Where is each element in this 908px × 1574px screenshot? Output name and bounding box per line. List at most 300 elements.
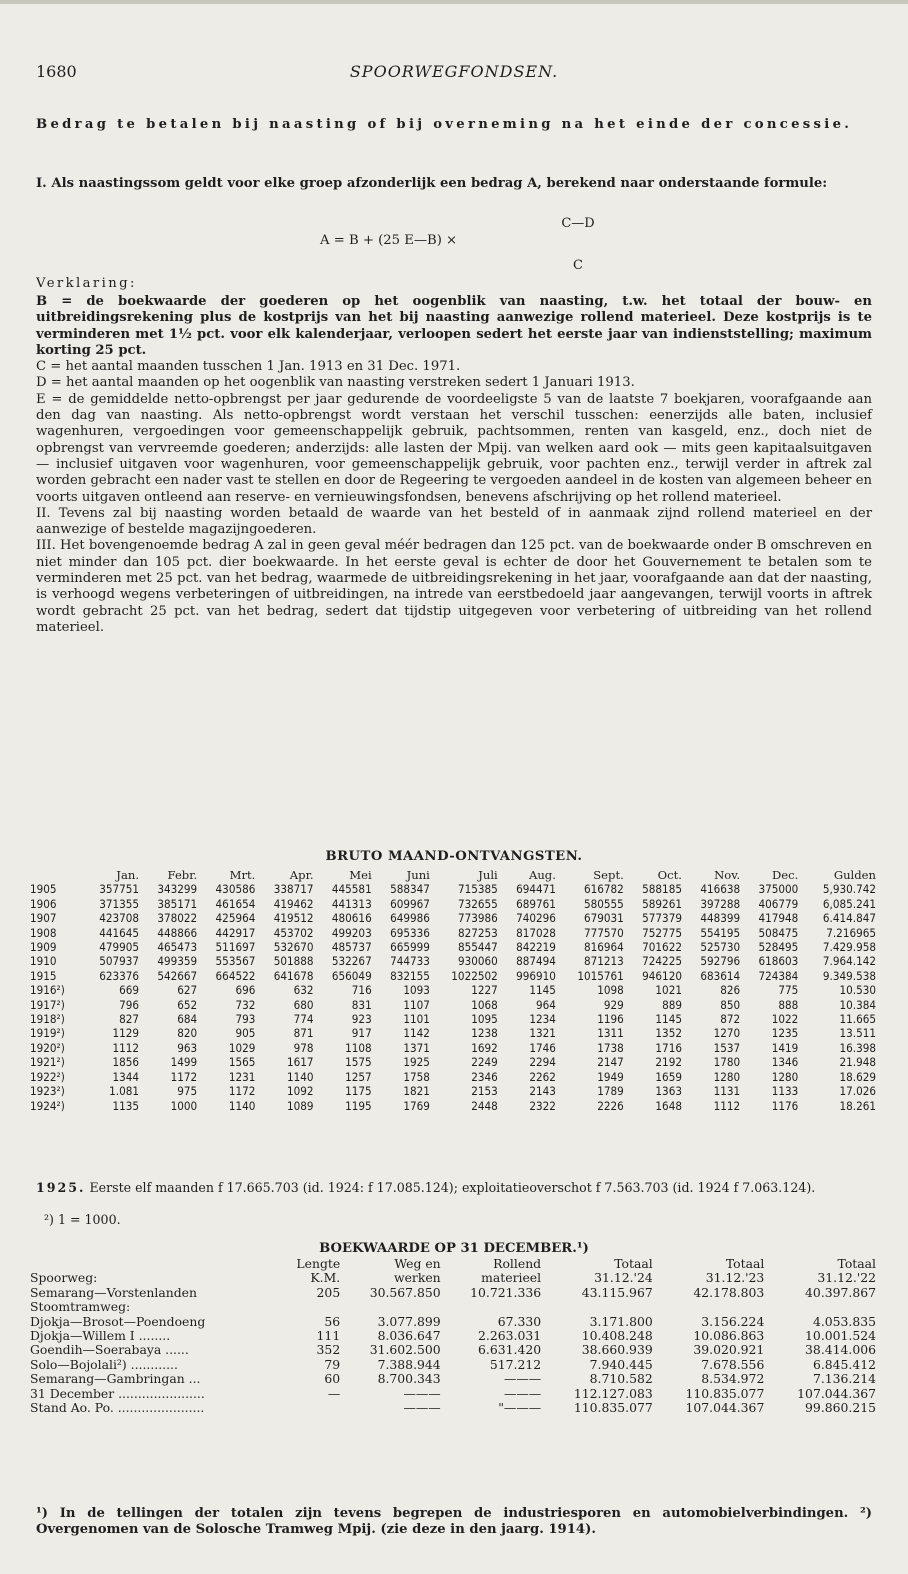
table-cell: 3.156.224	[701, 1313, 765, 1329]
table-row	[30, 1343, 876, 1357]
row-year: 1916²)	[30, 983, 65, 998]
table-cell: 56	[324, 1313, 341, 1329]
table-cell: 423708	[99, 911, 140, 926]
table-cell: 43.115.967	[581, 1284, 653, 1300]
table-cell: 1758	[403, 1069, 430, 1084]
table-cell: 872	[720, 1012, 741, 1027]
table-row	[30, 1329, 876, 1343]
bruto-col-header: Aug.	[528, 868, 556, 882]
table-cell: 60	[324, 1371, 341, 1387]
row-year: 1909	[30, 940, 57, 955]
table-cell: 1000	[170, 1098, 198, 1113]
table-cell: 1172	[170, 1069, 198, 1084]
table-cell: 7.429.958	[822, 940, 876, 955]
table-cell: 1716	[655, 1040, 682, 1055]
table-cell: 1499	[170, 1055, 198, 1070]
table-cell: 9.349.538	[822, 968, 876, 983]
table-cell: 4.053.835	[812, 1313, 876, 1329]
table-cell: 8.700.343	[377, 1371, 441, 1387]
table-cell: 448399	[700, 911, 741, 926]
table-cell: 817028	[516, 925, 556, 940]
table-cell: 110.835.077	[685, 1385, 765, 1401]
table-cell: 609967	[390, 896, 430, 911]
table-cell: 641678	[273, 968, 314, 983]
table-cell: 996910	[516, 968, 556, 983]
table-cell: 1021	[655, 983, 682, 998]
table-cell: 2346	[471, 1069, 498, 1084]
table-cell: 3.171.800	[589, 1313, 653, 1329]
table-cell: 425964	[215, 911, 256, 926]
table-cell: 1371	[403, 1040, 430, 1055]
row-year: 1922²)	[30, 1069, 65, 1084]
table-cell: 2294	[529, 1055, 556, 1070]
bruto-col-header: Gulden	[833, 868, 876, 882]
table-row	[30, 1041, 876, 1055]
table-cell: 683614	[700, 968, 741, 983]
table-cell: 10.408.248	[581, 1328, 653, 1344]
table-cell: 553567	[215, 954, 256, 969]
table-cell: 1311	[597, 1026, 624, 1041]
table-cell: 357751	[99, 882, 140, 897]
table-cell: 2.263.031	[478, 1328, 542, 1344]
table-cell: 1321	[529, 1026, 556, 1041]
table-cell: 923	[351, 1012, 372, 1027]
table-cell: 1789	[597, 1084, 624, 1099]
bruto-col-header: Jan.	[116, 868, 140, 882]
table-cell: 10.384	[839, 997, 876, 1012]
table-row	[30, 983, 876, 997]
table-cell: 588185	[642, 882, 682, 897]
table-cell: 479905	[99, 940, 140, 955]
table-cell: 6.845.412	[812, 1356, 876, 1372]
table-cell: 1565	[228, 1055, 256, 1070]
table-cell: 946120	[642, 968, 682, 983]
def-C: C = het aantal maanden tusschen 1 Jan. 1913 en 31 Dec. 1971.	[36, 359, 461, 375]
table-row	[30, 1401, 876, 1415]
table-cell: 627	[177, 983, 198, 998]
table-cell: 508475	[758, 925, 799, 940]
table-cell: 826	[720, 983, 741, 998]
table-cell: 507937	[99, 954, 140, 969]
table-cell: 1692	[471, 1040, 498, 1055]
table-cell: 724225	[642, 954, 682, 969]
row-year: 1920²)	[30, 1040, 65, 1055]
table-cell: ———	[403, 1385, 441, 1401]
table-cell: 2448	[471, 1098, 498, 1113]
table-cell: 38.660.939	[581, 1342, 653, 1358]
table-cell: 501888	[273, 954, 314, 969]
table-cell: 480616	[331, 911, 372, 926]
table-cell: 964	[536, 997, 556, 1012]
table-cell: 30.567.850	[369, 1284, 441, 1300]
table-cell: 397288	[700, 896, 741, 911]
table-cell: 888	[778, 997, 799, 1012]
table-cell: 1112	[112, 1040, 140, 1055]
bruto-col-header: Dec.	[771, 868, 799, 882]
row-label: Stand Ao. Po. ......................	[30, 1400, 205, 1416]
table-cell: 485737	[331, 940, 372, 955]
def-B: B = de boekwaarde der goederen op het oogenblik van naasting, t.w. het totaal der bouw- en uitbreidingsrekening plus de kostprijs van het bij naasting aanwezige rollend materieel. Deze kostprijs is te verminderen met 1½ pct. voor elk kalenderjaar, verloopen sedert het eerste jaar van indienststelling; maximum korting 25 pct.	[36, 294, 872, 358]
table-cell: 406779	[758, 896, 799, 911]
table-cell: 1022502	[451, 968, 498, 983]
table-cell: 2262	[529, 1069, 556, 1084]
table-cell: 842219	[516, 940, 556, 955]
table-cell: 1821	[403, 1084, 430, 1099]
row-label: Semarang—Gambringan ...	[30, 1371, 201, 1387]
table-cell: 375000	[758, 882, 799, 897]
boek-table	[30, 1257, 876, 1415]
table-cell: 8.534.972	[701, 1371, 765, 1387]
table-cell: 820	[177, 1026, 198, 1041]
table-cell: 10.086.863	[693, 1328, 765, 1344]
table-row	[30, 1300, 876, 1314]
table-cell	[278, 1401, 340, 1415]
table-cell: 352	[316, 1342, 341, 1358]
table-cell: 1352	[655, 1026, 682, 1041]
table-cell: 1022	[771, 1012, 799, 1027]
row-year: 1918²)	[30, 1012, 65, 1027]
bruto-table	[30, 868, 876, 1113]
table-cell: 525730	[700, 940, 741, 955]
bruto-col-header: Nov.	[714, 868, 741, 882]
table-cell: 592796	[700, 954, 741, 969]
boek-col-subheader: 31.12.'24	[594, 1270, 653, 1286]
table-cell: 695336	[390, 925, 430, 940]
formula-left: A = B + (25 E—B) ×	[320, 233, 458, 248]
table-cell: 441313	[331, 896, 372, 911]
bruto-col-header: Juni	[406, 868, 430, 882]
table-cell: 850	[720, 997, 741, 1012]
paragraph-I: I. Als naastingssom geldt voor elke groep afzonderlijk een bedrag A, berekend naar onderstaande formule:	[36, 176, 828, 191]
page-header	[36, 64, 872, 86]
boek-col-header: Totaal	[725, 1256, 765, 1271]
boek-col-subheader: Spoorweg:	[30, 1270, 98, 1286]
table-cell: 1108	[345, 1040, 372, 1055]
table-cell: 905	[235, 1026, 256, 1041]
table-cell: 1257	[345, 1069, 372, 1084]
table-cell: 1648	[655, 1098, 682, 1113]
table-cell: 1140	[228, 1098, 256, 1113]
table-cell: 554195	[700, 925, 741, 940]
table-cell: "———	[498, 1400, 542, 1416]
table-cell: 1196	[597, 1012, 624, 1027]
table-cell: 773986	[457, 911, 498, 926]
table-cell: 11.665	[839, 1012, 876, 1027]
definitions	[36, 294, 872, 636]
row-year: 1921²)	[30, 1055, 65, 1070]
table-row	[30, 1286, 876, 1300]
table-cell: 1617	[286, 1055, 314, 1070]
table-cell: 18.261	[839, 1098, 876, 1113]
table-cell: 696	[235, 983, 256, 998]
bruto-col-header: Febr.	[167, 868, 198, 882]
row-label: Solo—Bojolali²) ............	[30, 1356, 178, 1372]
table-cell: 618603	[758, 954, 799, 969]
row-year: 1905	[30, 882, 57, 897]
table-cell	[278, 1300, 340, 1314]
table-cell: 732	[235, 997, 256, 1012]
table-cell: 1344	[112, 1069, 140, 1084]
boek-header-row-2	[30, 1271, 876, 1285]
table-cell: 1346	[771, 1055, 799, 1070]
fraction-numerator: C—D	[561, 216, 595, 231]
table-cell: 79	[324, 1356, 341, 1372]
table-cell: 39.020.921	[693, 1342, 765, 1358]
table-cell: 777570	[583, 925, 624, 940]
table-cell: 371355	[99, 896, 140, 911]
table-cell: 887494	[516, 954, 556, 969]
table-cell: 917	[351, 1026, 372, 1041]
table-row	[30, 1358, 876, 1372]
table-row	[30, 1012, 876, 1026]
def-E: E = de gemiddelde netto-opbrengst per jaar gedurende de voordeeligste 5 van de laatste 7 boekjaren, voorafgaande aan den dag van naasting. Als netto-opbrengst wordt verstaan het verschil tusschen: eenerzijds alle baten, inclusief wagenhuren, vergoedingen voor gemeenschappelijk gebruik, pachtsommen, renten van kasgeld, enz., doch niet de opbrengst van vervreemde goederen; anderzijds: alle lasten der Mpij. van welken aard ook — mits geen kapitaalsuitgaven — inclusief uitgaven voor wagenhuren, voor gemeenschappelijk gebruik, voor pachten enz., terwijl verder in aftrek zal worden gebracht een nader vast te stellen en door de Regeering te vergoeden aandeel in de kosten van algemeen beheer en voorts uitgaven ontleend aan reserve- en vernieuwingsfondsen, benevens afschrijving op het rollend materieel.	[36, 391, 872, 505]
table-cell: 871213	[583, 954, 624, 969]
table-cell: 827	[119, 1012, 140, 1027]
table-cell: 532670	[273, 940, 314, 955]
table-cell: 975	[177, 1084, 198, 1099]
table-cell: 3.077.899	[377, 1313, 441, 1329]
table-cell: 929	[603, 997, 624, 1012]
boek-col-subheader: 31.12.'22	[817, 1270, 876, 1286]
table-cell: 1238	[471, 1026, 498, 1041]
table-row	[30, 1026, 876, 1040]
table-cell: 1231	[228, 1069, 256, 1084]
boek-header-row-1	[30, 1257, 876, 1271]
boek-col-header	[30, 1257, 278, 1271]
table-cell: ———	[503, 1385, 542, 1401]
row-year: 1907	[30, 911, 57, 926]
boek-col-header: Totaal	[837, 1256, 876, 1271]
table-cell: 1015761	[577, 968, 624, 983]
table-cell: 694471	[516, 882, 556, 897]
table-row	[30, 998, 876, 1012]
table-cell: 205	[316, 1284, 341, 1300]
bruto-col-header: Mei	[349, 868, 372, 882]
table-row	[30, 1387, 876, 1401]
boek-col-header: Weg en	[394, 1256, 441, 1271]
bruto-footnote: ²) 1 = 1000.	[44, 1212, 121, 1227]
row-label: Goendih—Soerabaya ......	[30, 1342, 189, 1358]
table-cell: 616782	[583, 882, 624, 897]
table-cell: 2153	[471, 1084, 498, 1099]
table-cell: 1234	[529, 1012, 556, 1027]
table-cell: 67.330	[497, 1313, 542, 1329]
table-cell: 21.948	[839, 1055, 876, 1070]
table-cell: 1.081	[109, 1084, 140, 1099]
table-cell: 774	[293, 1012, 314, 1027]
table-cell: 1925	[403, 1055, 430, 1070]
table-cell: 1092	[286, 1084, 314, 1099]
table-row	[30, 940, 876, 954]
paragraph-II: II. Tevens zal bij naasting worden betaald de waarde van het besteld of in aanmaak zijnd rollend materieel en der aanwezige of bestelde magazijngoederen.	[36, 505, 872, 538]
table-cell: 793	[235, 1012, 256, 1027]
table-row	[30, 1084, 876, 1098]
table-cell: 1131	[713, 1084, 741, 1099]
table-cell: 752775	[642, 925, 682, 940]
bruto-header-row	[30, 868, 876, 882]
table-cell: 1129	[112, 1026, 140, 1041]
table-cell: 419512	[273, 911, 314, 926]
table-cell: 724384	[758, 968, 799, 983]
table-cell: 110.835.077	[573, 1400, 653, 1416]
table-row	[30, 1315, 876, 1329]
table-cell: 1659	[655, 1069, 682, 1084]
table-cell: ———	[503, 1371, 542, 1387]
table-cell: 7.136.214	[812, 1371, 876, 1387]
table-cell: 6.414.847	[822, 911, 876, 926]
table-cell: 1133	[771, 1084, 799, 1099]
table-cell: 889	[662, 997, 682, 1012]
bruto-col-header	[30, 868, 81, 882]
table-cell: 1145	[655, 1012, 682, 1027]
table-cell: 1145	[529, 983, 556, 998]
table-cell: 580555	[583, 896, 624, 911]
boek-col-header: Lengte	[296, 1256, 341, 1271]
table-cell: 1140	[286, 1069, 314, 1084]
table-cell: 532267	[331, 954, 372, 969]
table-cell: 1575	[345, 1055, 372, 1070]
table-row	[30, 926, 876, 940]
table-cell: 99.860.215	[805, 1400, 876, 1416]
bruto-note-1925	[36, 1180, 872, 1196]
table-cell: 7.678.556	[701, 1356, 765, 1372]
table-cell: 732655	[457, 896, 498, 911]
table-cell: 343299	[157, 882, 198, 897]
table-cell: 18.629	[839, 1069, 876, 1084]
table-cell: 7.964.142	[822, 954, 876, 969]
table-cell	[541, 1300, 653, 1314]
table-cell: 1227	[471, 983, 498, 998]
row-label: Stoomtramweg:	[30, 1299, 131, 1315]
table-cell: 10.721.336	[470, 1284, 542, 1300]
table-cell: 7.216965	[826, 925, 876, 940]
table-cell: 1029	[228, 1040, 256, 1055]
table-cell: 740296	[516, 911, 556, 926]
table-row	[30, 882, 876, 896]
table-cell: 499203	[331, 925, 372, 940]
table-cell: 378022	[157, 911, 198, 926]
table-cell: 1172	[228, 1084, 256, 1099]
page-footnotes: ¹) In de tellingen der totalen zijn tevens begrepen de industriesporen en automobielverbindingen. ²) Overgenomen van de Solosche Tramweg Mpij. (zie deze in den jaarg. 1914).	[36, 1506, 872, 1537]
table-cell: 1112	[713, 1098, 741, 1113]
bruto-col-header: Apr.	[289, 868, 314, 882]
table-cell: 5,930.742	[822, 882, 876, 897]
bruto-col-header: Mrt.	[229, 868, 256, 882]
table-cell: 465473	[157, 940, 198, 955]
scan-edge	[0, 0, 908, 4]
table-cell: 419462	[273, 896, 314, 911]
table-cell: 1746	[529, 1040, 556, 1055]
table-cell: 2143	[529, 1084, 556, 1099]
row-label: Djokja—Brosot—Poendoeng	[30, 1313, 206, 1329]
table-cell: 448866	[157, 925, 198, 940]
table-cell: 445581	[331, 882, 372, 897]
table-cell: 1068	[471, 997, 498, 1012]
table-cell: ———	[403, 1400, 441, 1416]
row-year: 1908	[30, 925, 57, 940]
table-cell: 1101	[403, 1012, 430, 1027]
table-cell: 107.044.367	[685, 1400, 765, 1416]
table-cell: 855447	[457, 940, 498, 955]
table-cell: 1089	[286, 1098, 314, 1113]
table-cell	[764, 1300, 876, 1314]
table-cell: 1363	[655, 1084, 682, 1099]
bruto-col-header: Oct.	[657, 868, 682, 882]
table-cell: 461654	[215, 896, 256, 911]
table-cell: 542667	[157, 968, 198, 983]
table-cell: 453702	[273, 925, 314, 940]
table-cell: 8.710.582	[589, 1371, 653, 1387]
table-row	[30, 969, 876, 983]
table-cell: 1195	[345, 1098, 372, 1113]
table-cell: 1856	[112, 1055, 140, 1070]
table-cell: 517.212	[489, 1356, 542, 1372]
row-label: Semarang—Vorstenlanden	[30, 1284, 197, 1300]
row-year: 1910	[30, 954, 57, 969]
table-cell: 589261	[642, 896, 682, 911]
table-cell: 442917	[215, 925, 256, 940]
table-cell: 684	[177, 1012, 198, 1027]
table-row	[30, 911, 876, 925]
table-cell: 716	[351, 983, 372, 998]
table-cell: 8.036.647	[377, 1328, 441, 1344]
section-heading: Bedrag te betalen bij naasting of bij overneming na het einde der concessie.	[36, 117, 853, 132]
table-cell: —	[327, 1385, 341, 1401]
table-cell: 2249	[471, 1055, 498, 1070]
table-cell: 42.178.803	[693, 1284, 765, 1300]
table-cell: 416638	[700, 882, 741, 897]
table-cell: 665999	[390, 940, 430, 955]
table-cell: 831	[351, 997, 372, 1012]
running-title: SPOORWEGFONDSEN.	[349, 62, 559, 81]
table-cell: 417948	[758, 911, 799, 926]
table-cell: 632	[293, 983, 314, 998]
row-year: 1906	[30, 896, 57, 911]
table-row	[30, 954, 876, 968]
table-cell: 7.940.445	[589, 1356, 653, 1372]
table-cell: 13.511	[839, 1026, 876, 1041]
row-label: 31 December ......................	[30, 1385, 205, 1401]
table-row	[30, 1070, 876, 1084]
row-year: 1915	[30, 968, 57, 983]
table-cell: 680	[293, 997, 314, 1012]
bruto-col-header: Sept.	[593, 868, 624, 882]
boek-col-subheader: werken	[393, 1270, 441, 1286]
table-cell: 1098	[597, 983, 624, 998]
verklaring-label: Verklaring:	[36, 276, 137, 291]
page-number: 1680	[36, 62, 77, 81]
table-cell: 669	[119, 983, 140, 998]
table-cell: 1280	[713, 1069, 741, 1084]
table-row	[30, 1099, 876, 1113]
table-cell: 1270	[713, 1026, 741, 1041]
table-cell: 38.414.006	[805, 1342, 876, 1358]
table-cell: 796	[119, 997, 140, 1012]
table-cell	[340, 1300, 440, 1314]
boek-col-subheader: materieel	[481, 1270, 542, 1286]
table-cell: 701622	[642, 940, 682, 955]
paragraph-III: III. Het bovengenoemde bedrag A zal in geen geval méér bedragen dan 125 pct. van de boekwaarde onder B omschreven en niet minder dan 105 pct. dier boekwaarde. In het eerste geval is echter de door het Gouvernement te betalen som te verminderen met 25 pct. van het bedrag, waarmede de uitbreidingsrekening in het jaar, voorafgaande aan dat der naasting, is verhoogd wegens verbeteringen of uitbreidingen, na intrede van eerstbedoeld jaar aangevangen, terwijl voorts in aftrek wordt gebracht 25 pct. van het bedrag, sedert dat tijdstip uitgegeven voor verbetering of uitbreiding van het rollend materieel.	[36, 538, 872, 635]
table-cell: 623376	[99, 968, 140, 983]
table-cell: 816964	[583, 940, 624, 955]
bruto-col-header: Juli	[478, 868, 498, 882]
table-cell: 112.127.083	[573, 1385, 653, 1401]
table-cell	[653, 1300, 765, 1314]
def-D: D = het aantal maanden op het oogenblik van naasting verstreken sedert 1 Januari 1913.	[36, 375, 635, 391]
table-cell: 385171	[157, 896, 198, 911]
table-cell: 2147	[597, 1055, 624, 1070]
fraction-denominator: C	[573, 258, 583, 273]
